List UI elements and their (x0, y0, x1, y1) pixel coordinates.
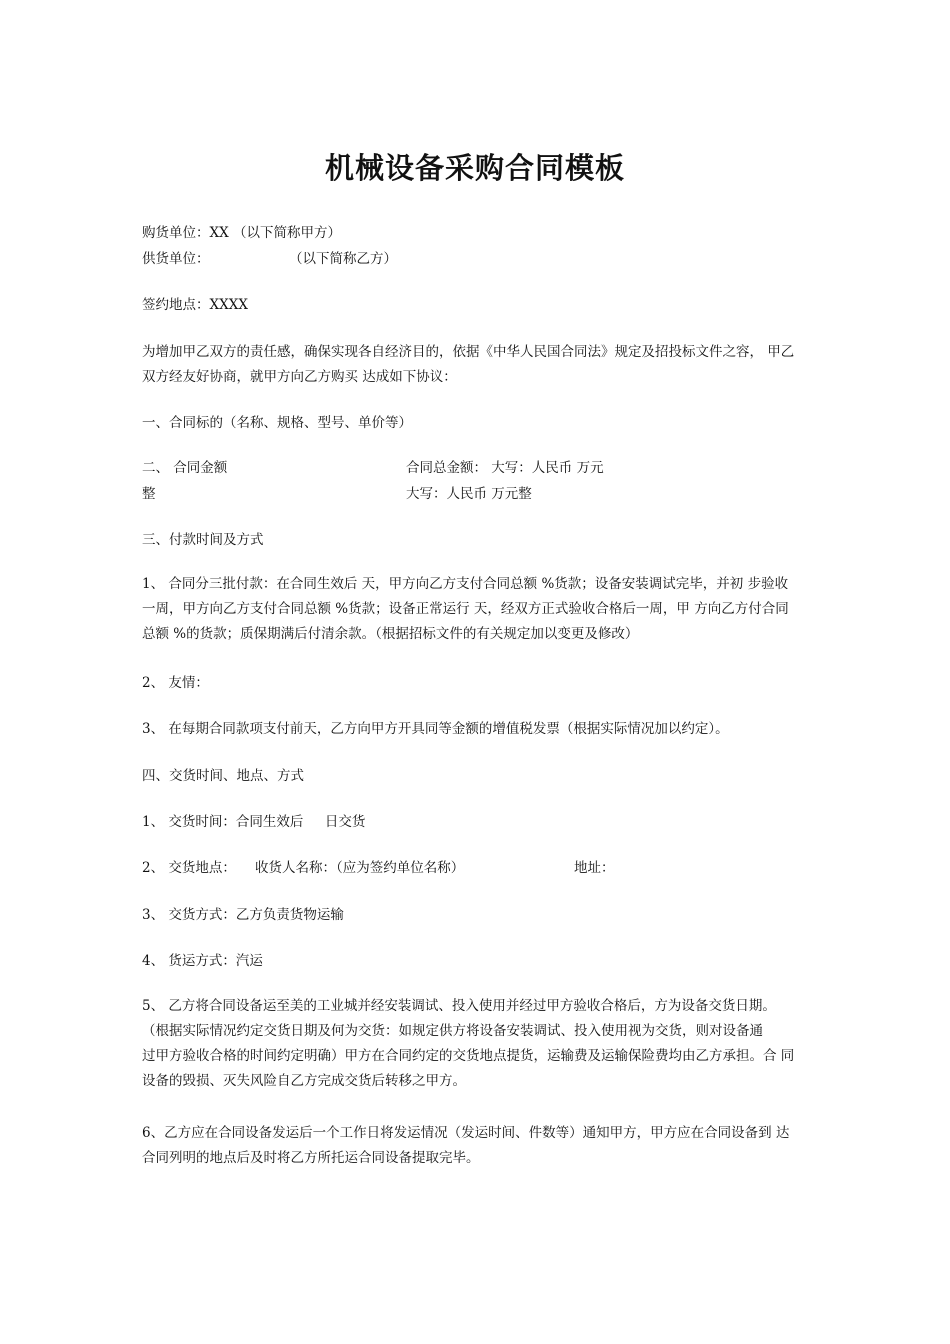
payment-paragraph (142, 572, 814, 647)
payment-line-2: 一周，甲方向乙方支付合同总额 %货款；设备正常运行 天，经双方正式验收合格后一周，甲 方向乙方付合同 (142, 601, 789, 617)
seller-label: 供货单位： (142, 251, 210, 267)
item-5-line-4: 设备的毁损、灭失风险自乙方完成交货后转移之甲方。 (142, 1073, 466, 1089)
item-5-line-2: （根据实际情况约定交货日期及何为交货：如规定供方将设备安装调试、投入使用视为交货，则对设备通 (142, 1023, 763, 1039)
payment-item-3: 3、 在每期合同款项支付前天，乙方向甲方开具同等金额的增值税发票（根据实际情况加以约定）。 (142, 721, 729, 737)
delivery-place-label: 2、 交货地点： (142, 860, 236, 876)
total-amount: 合同总金额： 大写：人民币 万元 (406, 460, 604, 476)
delivery-time: 1、 交货时间：合同生效后 日交货 (142, 814, 366, 830)
intro-paragraph (142, 340, 814, 390)
seller-note: （以下简称乙方） (289, 251, 397, 267)
buyer-line: 购货单位：XX （以下简称甲方） (142, 225, 342, 241)
total-amount-capital: 大写：人民币 万元整 (406, 486, 532, 502)
delivery-place-row (142, 859, 814, 877)
section-1-heading: 一、合同标的（名称、规格、型号、单价等） (142, 415, 412, 431)
item-5-paragraph (142, 994, 814, 1094)
item-6-line-1: 6、乙方应在合同设备发运后一个工作日将发运情况（发运时间、件数等）通知甲方，甲方应在合同设备到 达 (142, 1125, 790, 1141)
payment-line-1: 1、 合同分三批付款：在合同生效后 天，甲方向乙方支付合同总额 %货款；设备安装调试完毕，并初 步验收 (142, 576, 789, 592)
section-4-heading: 四、交货时间、地点、方式 (142, 768, 304, 784)
document-title: 机械设备采购合同模板 (324, 151, 625, 185)
payment-line-3: 总额 %的货款；质保期满后付清余款。（根据招标文件的有关规定加以变更及修改） (142, 626, 639, 642)
payment-item-2: 2、 友情： (142, 675, 209, 691)
intro-line-1: 为增加甲乙双方的责任感，确保实现各自经济目的，依据《中华人民国合同法》规定及招投标文件之容， 甲乙 (142, 344, 795, 360)
delivery-address: 地址： (574, 860, 615, 876)
section-2-row-2 (142, 485, 814, 503)
delivery-method: 3、 交货方式：乙方负责货物运输 (142, 907, 344, 923)
section-3-heading: 三、付款时间及方式 (142, 532, 264, 548)
transport-method: 4、 货运方式：汽运 (142, 953, 263, 969)
item-6-line-2: 合同列明的地点后及时将乙方所托运合同设备提取完毕。 (142, 1150, 480, 1166)
receiver-name: 收货人名称：（应为签约单位名称） (255, 860, 465, 876)
section-2-row (142, 459, 814, 477)
sign-place: 签约地点：XXXX (142, 297, 248, 313)
item-5-line-3: 过甲方验收合格的时间约定明确）甲方在合同约定的交货地点提货，运输费及运输保险费均由乙方承担。合 同 (142, 1048, 795, 1064)
total-amount-cont: 整 (142, 486, 156, 502)
section-2-heading: 二、 合同金额 (142, 460, 228, 476)
intro-line-2: 双方经友好协商，就甲方向乙方购买 达成如下协议： (142, 369, 457, 385)
item-6-paragraph (142, 1121, 814, 1171)
item-5-line-1: 5、 乙方将合同设备运至美的工业城并经安装调试、投入使用并经过甲方验收合格后，方为设备交货日期。 (142, 998, 776, 1014)
